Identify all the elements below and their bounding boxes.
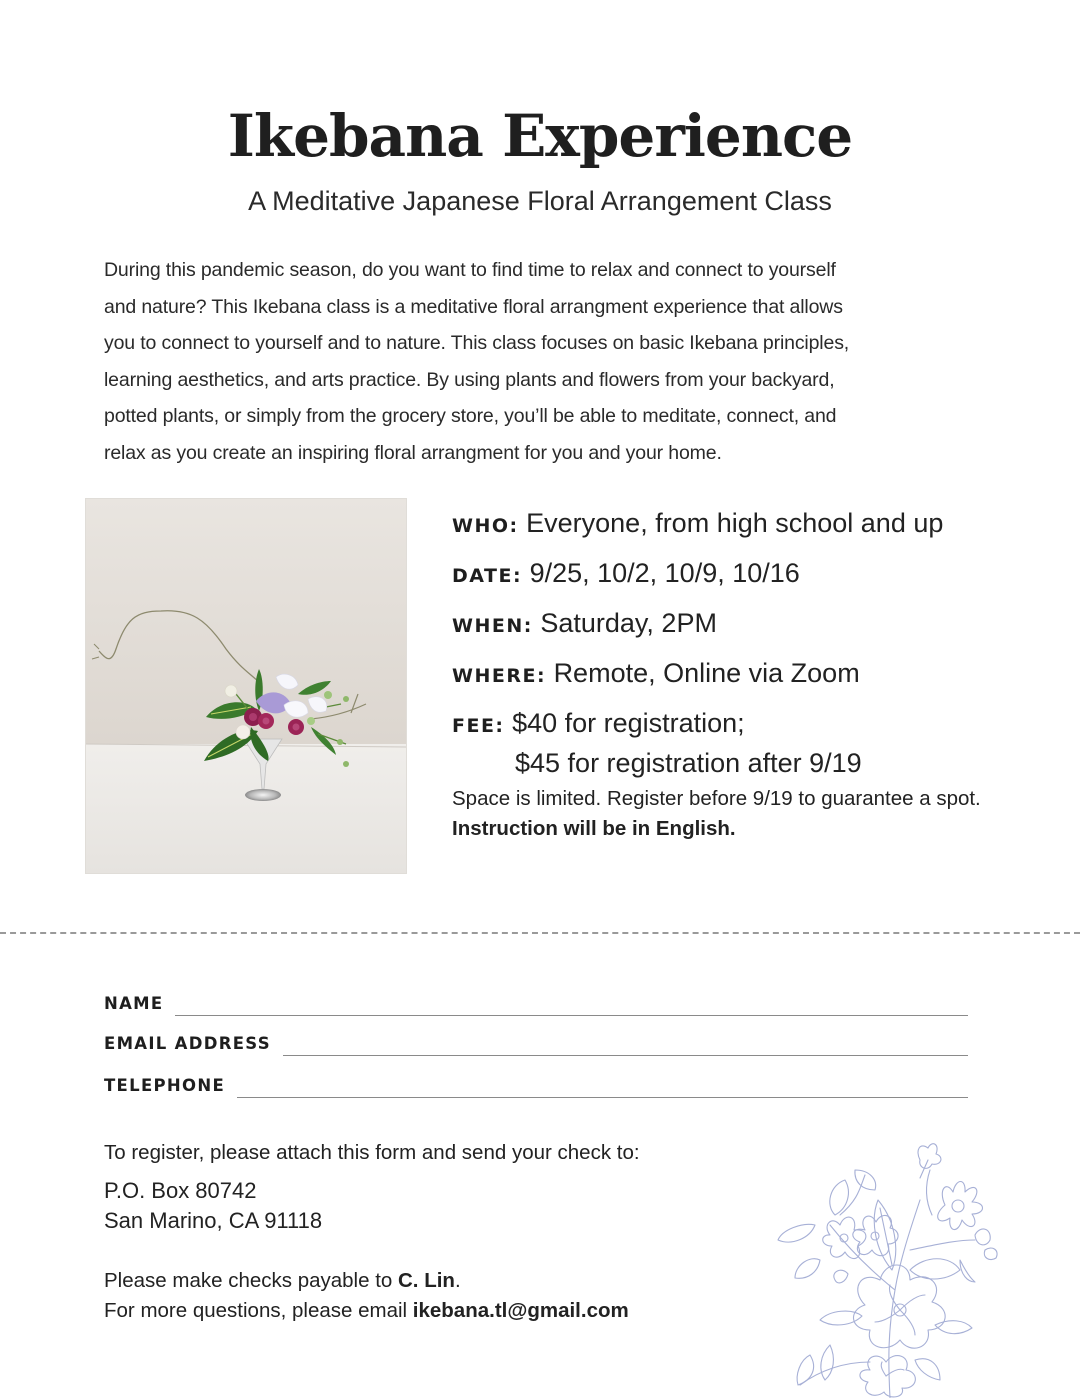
questions-line: [104, 1296, 744, 1326]
name-field[interactable]: [175, 995, 968, 1016]
detail-who: [452, 500, 1052, 550]
space-limited-note: [452, 784, 1012, 844]
who-value: Everyone, from high school and up: [526, 508, 944, 538]
detail-date: [452, 550, 1052, 600]
dashed-cut-line: [0, 932, 1080, 934]
date-value: 9/25, 10/2, 10/9, 10/16: [529, 558, 800, 588]
note-text: Space is limited. Register before 9/19 to guarantee a spot.: [452, 787, 981, 810]
detail-when: [452, 600, 1052, 650]
when-value: Saturday, 2PM: [540, 608, 717, 638]
address-line-2: San Marino, CA 91118: [104, 1208, 323, 1233]
note-bold-text: Instruction will be in English.: [452, 817, 736, 840]
telephone-row: [104, 1076, 968, 1096]
fee-value-line2: $45 for registration after 9/19: [515, 748, 862, 778]
payable-prefix: Please make checks payable to: [104, 1269, 398, 1292]
fee-value-line1: $40 for registration;: [512, 708, 745, 738]
where-label: WHERE:: [452, 665, 547, 687]
questions-prefix: For more questions, please email: [104, 1299, 413, 1322]
page-title: Ikebana Experience: [227, 102, 853, 170]
ikebana-arrangement-image: [86, 499, 406, 873]
who-label: WHO:: [452, 515, 519, 537]
intro-line: potted plants, or simply from the grocery store, you’ll be able to meditate, connect, and: [104, 405, 837, 427]
detail-fee: [452, 705, 1052, 745]
registration-info: [104, 1138, 744, 1326]
intro-line: relax as you create an inspiring floral arrangment for you and your home.: [104, 441, 722, 464]
email-field[interactable]: [283, 1035, 968, 1056]
intro-line: During this pandemic season, do you want to find time to relax and connect to yourself: [104, 259, 836, 281]
ikebana-photo: [85, 498, 407, 874]
name-row: [104, 994, 968, 1014]
intro-line: and nature? This Ikebana class is a meditative floral arrangment experience that allows: [104, 295, 843, 318]
class-details: [452, 500, 1052, 782]
page-subtitle: A Meditative Japanese Floral Arrangement Class: [248, 186, 832, 216]
detail-where: [452, 650, 1052, 700]
address-line-1: P.O. Box 80742: [104, 1178, 257, 1203]
contact-email-link[interactable]: ikebana.tl@gmail.com: [412, 1299, 629, 1322]
payable-suffix: .: [454, 1269, 461, 1292]
register-instructions: To register, please attach this form and send your check to:: [104, 1141, 640, 1164]
telephone-field[interactable]: [237, 1077, 968, 1098]
date-label: DATE:: [452, 565, 523, 587]
intro-line: you to connect to yourself and to nature. This class focuses on basic Ikebana principles,: [104, 332, 850, 354]
email-row: [104, 1034, 968, 1054]
intro-line: learning aesthetics, and arts practice. By using plants and flowers from your backyard,: [104, 368, 835, 391]
email-label: EMAIL ADDRESS: [104, 1034, 271, 1053]
intro-paragraph: [104, 252, 984, 471]
telephone-label: TELEPHONE: [104, 1076, 226, 1095]
payable-name: C. Lin: [398, 1269, 455, 1292]
where-value: Remote, Online via Zoom: [553, 658, 860, 688]
fee-label: FEE:: [452, 715, 505, 737]
floral-illustration-icon: [760, 1130, 1020, 1398]
name-label: NAME: [104, 994, 164, 1013]
payable-line: [104, 1266, 744, 1296]
when-label: WHEN:: [452, 615, 533, 637]
detail-fee-late: [452, 745, 1052, 782]
